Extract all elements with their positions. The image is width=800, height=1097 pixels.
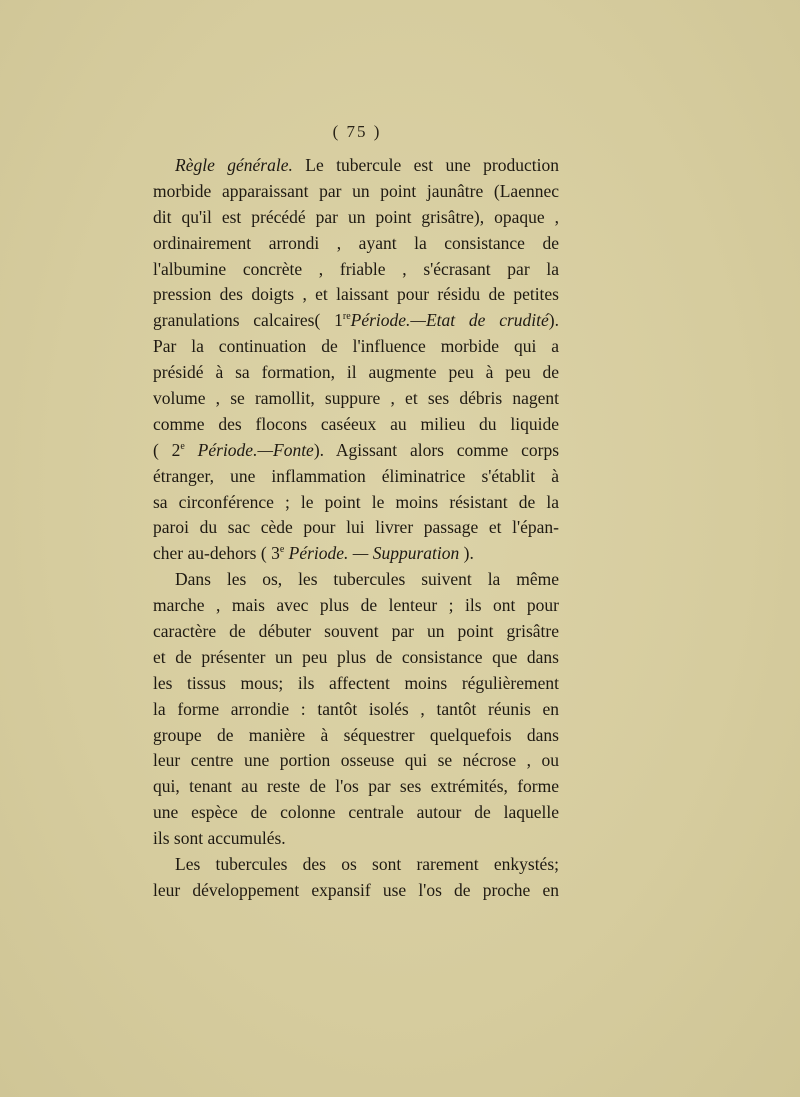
text-run: Le tubercule est une production [292, 155, 560, 175]
text-run: une espèce de colonne centrale autour de laquelle [153, 802, 559, 823]
text-run: dit qu'il est précédé par un point grisâtre), opaque , [153, 206, 559, 227]
text-line [153, 490, 559, 516]
text-line [153, 723, 559, 749]
text-run: présidé à sa formation, il augmente peu à peu de [153, 362, 559, 383]
superscript: re [342, 311, 351, 323]
text-run: les tissus mous; ils affectent moins régulièrement [153, 672, 559, 693]
page-number: ( 75 ) [332, 122, 382, 141]
text-line [153, 800, 559, 826]
text-line [153, 826, 559, 852]
text-run: ils sont accumulés. [153, 828, 286, 849]
text-run: groupe de manière à séquestrer quelquefois dans [153, 724, 559, 745]
text-line [153, 515, 559, 541]
text-run: la forme arrondie : tantôt isolés , tantôt réunis en [153, 698, 559, 719]
text-line [153, 878, 559, 904]
text-run: volume , se ramollit, suppure , et ses débris nagent [153, 388, 559, 409]
italic-text: Période.—Etat de crudité [350, 310, 549, 331]
text-line [153, 412, 559, 438]
superscript: e [180, 440, 185, 452]
text-line [153, 852, 559, 878]
text-line [153, 179, 559, 205]
text-run: comme des flocons caséeux au milieu du liquide [153, 413, 559, 434]
text-run: sa circonférence ; le point le moins résistant de la [153, 491, 559, 512]
text-run: l'albumine concrète , friable , s'écrasant par la [153, 258, 559, 279]
text-line [153, 360, 559, 386]
text-line [153, 438, 559, 464]
text-run: leur développement expansif use l'os de proche en [153, 879, 559, 900]
text-line [153, 308, 559, 334]
text-run: ). Agissant alors comme corps [313, 439, 560, 460]
text-run: pression des doigts , et laissant pour résidu de petites [153, 284, 559, 305]
text-line [153, 205, 559, 231]
text-line [153, 386, 559, 412]
italic-text: Période. — Suppuration [284, 543, 460, 564]
text-line [153, 697, 559, 723]
body-text [153, 153, 559, 904]
text-line [153, 464, 559, 490]
text-run: étranger, une inflammation éliminatrice s'établit à [153, 465, 559, 486]
text-run: granulations calcaires( 1 [153, 310, 343, 331]
text-line [153, 619, 559, 645]
text-run: Dans les os, les tubercules suivent la même [175, 569, 559, 590]
text-line [153, 334, 559, 360]
text-run: ). [459, 543, 474, 564]
text-run: leur centre une portion osseuse qui se nécrose , ou [153, 750, 559, 771]
text-line [153, 671, 559, 697]
text-run: ( 2 [153, 439, 181, 460]
text-run: et de présenter un peu plus de consistance que dans [153, 646, 559, 667]
text-line [153, 541, 559, 567]
superscript: e [279, 544, 285, 556]
text-line [153, 282, 559, 308]
italic-text: Règle générale. [175, 155, 293, 175]
text-run: marche , mais avec plus de lenteur ; ils ont pour [153, 595, 559, 616]
text-line [153, 153, 559, 179]
text-line [153, 645, 559, 671]
text-run: ordinairement arrondi , ayant la consistance de [153, 232, 559, 253]
text-run: Les tubercules des os sont rarement enkystés; [175, 854, 559, 875]
text-line [153, 774, 559, 800]
text-run: paroi du sac cède pour lui livrer passage et l'épan- [153, 517, 559, 538]
text-line [153, 593, 559, 619]
text-line [153, 748, 559, 774]
text-run: qui, tenant au reste de l'os par ses extrémités, forme [153, 776, 559, 797]
text-run: caractère de débuter souvent par un point grisâtre [153, 621, 559, 642]
text-run: ). [548, 310, 559, 331]
text-run: morbide apparaissant par un point jaunâtre (Laennec [153, 180, 559, 201]
text-line [153, 567, 559, 593]
text-run: Par la continuation de l'influence morbide qui a [153, 336, 559, 357]
text-line [153, 231, 559, 257]
text-line [153, 257, 559, 283]
italic-text: Période.—Fonte [184, 439, 314, 460]
text-run: cher au-dehors ( 3 [153, 543, 280, 564]
